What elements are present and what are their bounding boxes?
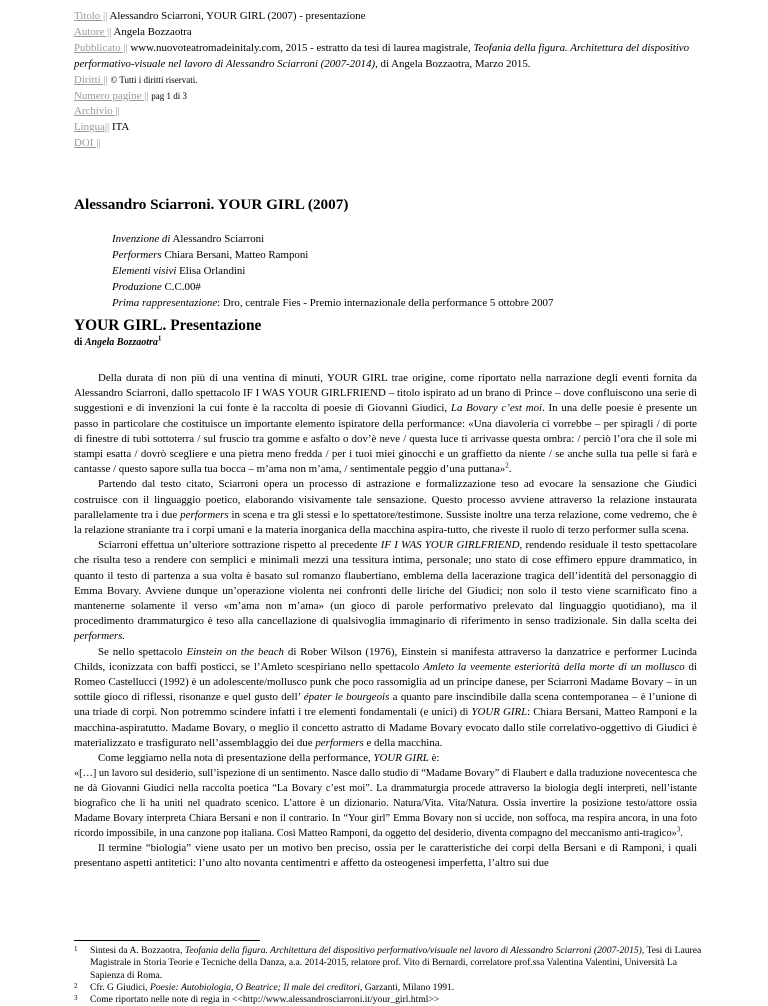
text-run-italic: La Bovary c’est moi [450,402,543,415]
text-run: Se nello spettacolo [98,645,187,658]
meta-published-thesis-title: Teofania della figura. Architettura del dispositivo performativo-visuale nel lavoro di Alessandro Sciarroni (2007-2014), [74,41,690,70]
text-run: , Tesi di Laurea Magistrale in Storia Teorie e Tecniche della Danza, a.a. 2014-2015, relatore prof. Vito di Bernardi, correlatore prof.ssa Valentina Valentini, Università La Sapienza di Roma. [90,945,702,981]
meta-rights-label[interactable]: Diritti || [74,73,108,86]
footnote-ref[interactable]: 3 [676,825,681,834]
footnote-number: 3 [74,994,78,1003]
credit-label: Performers [112,248,162,261]
footnote-number: 2 [74,981,78,990]
meta-published-source: www.nuovoteatromadeinitaly.com, 2015 - estratto da tesi di laurea magistrale, [130,41,474,54]
credit-label: Elementi visivi [112,264,177,277]
meta-title-row [74,9,714,25]
credit-visual-elements [112,264,553,280]
footnote [74,994,714,1006]
meta-language-label[interactable]: Lingua|| [74,121,110,134]
credit-label: Prima rappresentazione [112,296,218,309]
meta-published-label[interactable]: Pubblicato || [74,41,128,54]
meta-published-author-date: di Angela Bozzaotra, Marzo 2015. [377,57,531,70]
footnote-link-text[interactable]: Come riportato nelle note di regia in <<http://www.alessandrosciarroni.it/your_girl.html>> [90,994,440,1006]
text-run: Il termine “biologia” viene usato per un motivo ben preciso, ossia per le caratteristiche dei corpi della Bersani e di Ramponi, i quali presentano aspetti antitetici: l’uno alto novanta centimentri e affetto da osteogenesi imperfetta, l’altro sui due [74,842,697,870]
text-run-italic: Poesie: Autobiologia, O Beatrice; Il male dei creditori, [149,981,363,993]
text-run: Come leggiamo nella nota di presentazione della performance, [98,752,374,765]
text-run: . In una delle poesie è presente un passo in particolare che costituisce un importante elemento ispiratore della performance: «Una diavoleria ci vorrebbe – per spiragli / di porte di finestre di tubi sottoterra / sul fruscio tra gomme e asfalto o dov’è neve / questa luce ti arrivasse questa ombra: / perciò l’ora che il sole mi stampi esatta / dovrò scegliere e una pietra meno fredda / per i tuoi miei ginocchi e un graffietto da niente / se anche sulla tua pelle si farà e cantasse / questo sapore sulla tua bocca – m’ama non m’ama, / sentimentale peggio d’una puttana» [74,402,697,476]
credit-value: Chiara Bersani, Matteo Ramponi [164,248,309,261]
credit-premiere [112,296,553,312]
credit-invention [112,232,553,248]
credit-label: Produzione [112,280,162,293]
text-run: Sintesi da A. Bozzaotra, [90,945,185,956]
text-run: è: [428,752,440,765]
meta-pages-row [74,89,714,105]
text-run: di Rober Wilson (1976), Einstein si manifesta attraverso la danzatrice e performer Lucinda Childs, iconizzata con baffi posticci, se l’Amleto scespiriano nello spettacolo [74,645,697,673]
meta-pages-label[interactable]: Numero pagine || [74,89,149,102]
paragraph [74,538,697,644]
footnote [74,945,714,982]
meta-title-value: Alessandro Sciarroni, YOUR GIRL (2007) - presentazione [109,10,366,22]
meta-archive-row [74,104,714,120]
text-run: Della durata di non più di una ventina di minuti, YOUR GIRL trae origine, come riportato nella narrazione degli eventi fornita da Alessandro Sciarroni, dallo spettacolo IF I WAS YOUR GIRLFRIEND – titolo ispirato ad un brano di Prince – dove confluiscono una serie di suggestioni e di invenzioni la cui fonte è la raccolta di poesie di Giovanni Giudici, [74,372,697,415]
text-run: : Chiara Bersani, Matteo Ramponi e la macchina-aspiratutto. Madame Bovary, o meglio il concetto astratto di Madame Bovary evocato dallo stile correlativo-oggettivo di Giudici è materializzato e trasfigurato nell’assemblaggio dei due [74,706,697,749]
text-run: Garzanti, Milano 1991. [362,981,455,993]
credits-block [112,232,553,312]
text-run: Partendo dal testo citato, Sciarroni opera un processo di astrazione e formalizzazione teso ad evocare la sensazione che Giudici costruisce con il linguaggio poetico, elaborando visivamente tale sensazione. Questo processo avviene attraverso la relazione instaurata parallelamente tra i due [74,478,697,521]
meta-doi-label[interactable]: DOI || [74,137,101,150]
text-run-italic: performers. [74,630,126,643]
paragraph [74,645,697,751]
paragraph [74,751,697,766]
document-metadata [74,9,714,152]
meta-language-value: ITA [111,121,130,134]
credit-production [112,280,553,296]
text-run: , rendendo residuale il testo spettacolare che risulta teso a rendere con semplici e minimali mezzi una tessitura intima, personale; uno stato di cose effimero eppure drammatico, in quanto il testo di partenza a sua volta è basato sul romanzo flaubertiano, emblema della lacerazione tragica dell’identità del personaggio di Emma Bovary. Avviene dunque un’operazione violenta nei confronti delle liriche del Giudici; non solo il testo viene scarnificato fino a mantenerne solamente il verso «m’ama non m’ama» (un gioco di parole performativo prelevato dal linguaggio quotidiano), ma il procedimento drammaturgico è teso alla cancellazione di qualsivoglia immaginario di riferimento in senso tradizionale. Sin dalla scelta dei [74,539,698,628]
meta-language-row [74,120,714,136]
meta-title-label[interactable]: Titolo || [74,10,108,22]
footnote-divider [74,940,260,941]
text-run-italic: YOUR GIRL [471,706,528,719]
footnote-number: 1 [74,945,78,953]
meta-doi-row [74,136,714,152]
text-run-italic: Teofania della figura. Architettura del dispositivo performativo/visuale nel lavoro di Alessandro Sciarroni (2007-2015) [184,945,642,956]
text-run: Sciarroni effettua un’ulteriore sottrazione rispetto al precedente [98,539,381,552]
footnotes [74,945,714,1006]
meta-published-row [74,41,714,73]
document-title: Alessandro Sciarroni. YOUR GIRL (2007) [74,196,349,213]
credit-value: C.C.00# [164,280,201,293]
text-run: Cfr. G Giudici, [90,981,150,993]
text-run-italic: IF I WAS YOUR GIRLFRIEND [380,539,520,552]
credit-performers [112,248,553,264]
byline-prefix: di [74,337,83,348]
text-run-italic: performers [180,508,229,521]
credit-value: Elisa Orlandini [179,264,246,277]
meta-author-label[interactable]: Autore || [74,25,112,38]
quote-text: «[…] un lavoro sul desiderio, sull’ispezione di un sentimento. Nasce dallo studio di “Madame Bovary” di Flaubert e dalla traduzione novecentesca che ne dà Giovanni Giudici nella raccolta poetica “La Bovary c’est moi”. La drammaturgia procede attraverso la biologia degli interpreti, nell’istante biografico che li ha uniti nel quadrato scenico. L’attore è un dizionario. Natura/Vita. Vita/Natura. Ossia invertire la posizione testo/attore ossia Madame Bovary interpreta Chiara Bersani e non il contrario. In “Your girl” Emma Bovary non si uccide, non soffoca, ma respira ancora, in una foto ricordo impossibile, in una canzone pop italiana. Così Matteo Ramponi, da oggetto del desiderio, diventa compagno del meccanismo anti-tragico» [74,768,697,840]
byline [74,334,162,348]
footnote-ref[interactable]: 1 [157,334,162,343]
byline-author: Angela Bozzaotra [84,337,158,348]
meta-rights-value: © Tutti i diritti riservati. [110,74,198,85]
meta-rights-row [74,73,714,89]
text-run-italic: épater le bourgeois [303,691,390,704]
section-title: YOUR GIRL. Presentazione [74,317,262,334]
text-run: a quanto pare inscindibile dalla scena contemporanea – è l’unione di una triade di corpi. Non potremmo scindere infatti i tre elementi fondamentali (e unici) di [74,691,697,719]
text-run: . [508,463,512,476]
credit-value: : Dro, centrale Fies - Premio internazionale della performance 5 ottobre 2007 [217,296,554,309]
text-run-italic: performers [315,736,364,749]
footnote [74,982,714,994]
credit-label: Invenzione di [112,233,171,245]
paragraph [74,371,697,477]
text-run: . [680,828,683,840]
paragraph [74,841,697,871]
paragraph [74,477,697,538]
text-run: in scena e tra gli stessi e lo spettatore/testimone. Sussiste inoltre una terza relazione, come vedremo, che è la relazione straniante tra i corpi umani e la materia inorganica della macchina aspira-tutto, che riveste il ruolo di terzo performer sulla scena. [74,508,697,537]
text-run-italic: Amleto la veemente esteriorità della morte di un mollusco [423,660,685,673]
meta-archive-label[interactable]: Archivio || [74,105,120,118]
footnote-ref[interactable]: 2 [505,461,509,470]
article-body [74,367,697,872]
text-run: di Romeo Castellucci (1992) è un adolescente/mollusco punk che poco rassomiglia ad un principe danese, per Sciarroni Madame Bovary – in un sottile gioco di riflessi, risonanze e quel gusto dell’ [74,660,697,704]
block-quote [74,766,697,841]
text-run-italic: YOUR GIRL [373,752,429,765]
meta-author-row [74,25,714,41]
meta-author-value: Angela Bozzaotra [113,25,192,38]
credit-value: Alessandro Sciarroni [172,233,265,245]
meta-pages-value: pag 1 di 3 [151,90,188,101]
text-run: e della macchina. [363,736,443,749]
text-run-italic: Einstein on the beach [186,645,284,658]
